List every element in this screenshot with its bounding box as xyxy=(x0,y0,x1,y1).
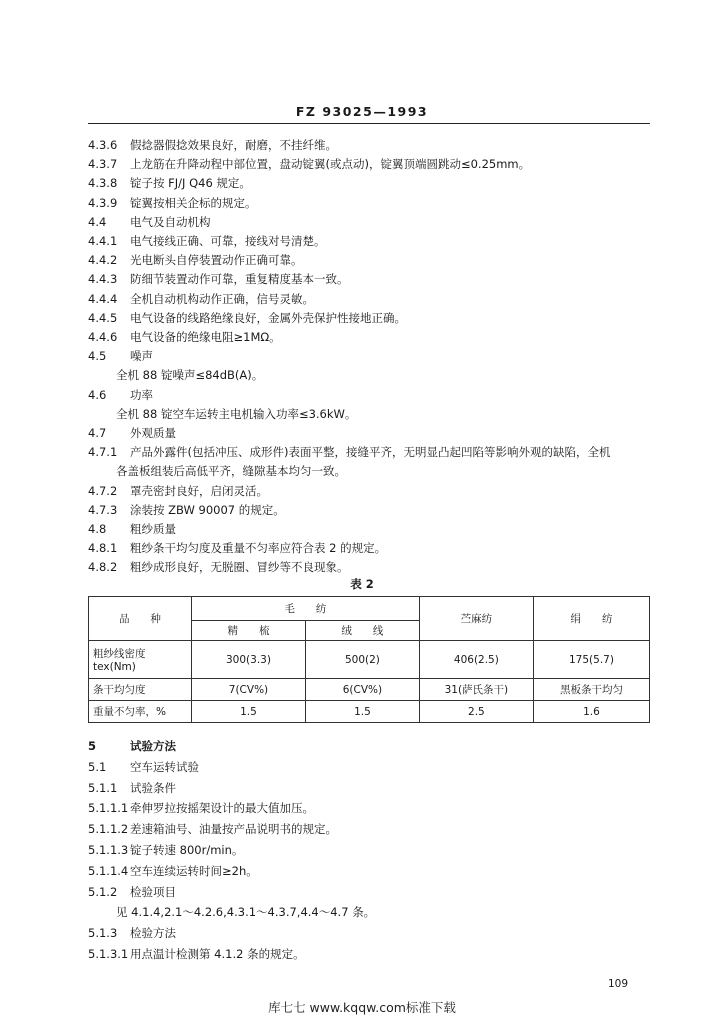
clause-number: 4.4.5 xyxy=(88,310,118,325)
clause-line xyxy=(88,484,652,498)
clause-number: 5.1 xyxy=(88,759,107,774)
clause-line xyxy=(88,311,652,325)
evenness-ramie: 31(萨氏条干) xyxy=(419,679,533,701)
weight-woolen: 1.5 xyxy=(306,701,420,723)
clause-line xyxy=(88,292,652,306)
document-code-header: FZ 93025—1993 xyxy=(295,104,429,119)
clause-text: 粗纱质量 xyxy=(130,522,176,536)
clause-line xyxy=(88,560,652,574)
clause-text: 涂装按 ZBW 90007 的规定。 xyxy=(130,502,285,517)
clause-text: 上龙筋在升降动程中部位置，盘动锭翼(或点动)，锭翼顶端圆跳动≤0.25mm。 xyxy=(130,157,531,172)
weight-silk: 1.6 xyxy=(533,701,649,723)
table-2 xyxy=(88,596,650,723)
clause-number: 4.4.2 xyxy=(88,253,118,268)
header-worsted: 精 梳 xyxy=(191,621,305,641)
clause-line xyxy=(88,138,652,152)
clause-text: 电气设备的线路绝缘良好，金属外壳保护性接地正确。 xyxy=(130,310,406,325)
clause-line xyxy=(88,760,652,774)
clause-text: 空车连续运转时间≥2h。 xyxy=(130,863,258,878)
clause-text: 见 4.1.4,2.1～4.2.6,4.3.1～4.3.7,4.4～4.7 条。 xyxy=(116,905,376,920)
clause-line xyxy=(88,781,652,795)
header-silk: 绢 纺 xyxy=(533,597,649,641)
header-ramie: 苎麻纺 xyxy=(419,597,533,641)
clause-number: 5.1.1 xyxy=(88,780,118,795)
clause-number: 5.1.1.1 xyxy=(88,801,129,816)
table-title: 表 2 xyxy=(350,577,374,591)
row-density-label xyxy=(89,641,192,679)
clause-text: 锭子转速 800r/min。 xyxy=(130,843,244,857)
watermark-footer: 库七七 www.kqqw.com标准下载 xyxy=(268,1000,456,1015)
density-label-line1: 粗纱线密度 xyxy=(93,648,146,660)
clause-text: 全机 88 锭噪声≤84dB(A)。 xyxy=(116,368,264,383)
clause-text: 全机 88 锭空车运转主电机输入功率≤3.6kW。 xyxy=(116,406,357,421)
clause-line xyxy=(88,445,652,459)
clause-text: 粗纱条干均匀度及重量不匀率应符合表 2 的规定。 xyxy=(130,541,387,556)
clause-number: 4.3.7 xyxy=(88,157,118,172)
clause-number: 4.8.2 xyxy=(88,560,118,575)
clause-text: 检验项目 xyxy=(130,884,176,899)
clause-number: 4.4.6 xyxy=(88,330,118,344)
clause-line xyxy=(88,157,652,171)
clause-line xyxy=(116,905,680,919)
clause-text: 差速箱油号、油量按产品说明书的规定。 xyxy=(130,822,337,837)
clause-number: 4.4 xyxy=(88,214,107,229)
clause-line xyxy=(88,947,652,961)
row-evenness-label: 条干均匀度 xyxy=(89,679,192,701)
clause-number: 4.3.9 xyxy=(88,195,118,210)
evenness-woolen: 6(CV%) xyxy=(306,679,420,701)
clause-line xyxy=(116,368,680,382)
header-woolen: 绒 线 xyxy=(306,621,420,641)
density-woolen: 500(2) xyxy=(306,641,420,679)
clause-text: 检验方法 xyxy=(130,926,176,941)
clause-line xyxy=(88,196,652,210)
clause-text: 全机自动机构动作正确，信号灵敏。 xyxy=(130,291,314,306)
clause-number: 5.1.3.1 xyxy=(88,947,129,961)
clause-number: 4.3.8 xyxy=(88,176,118,191)
clause-number: 5.1.1.3 xyxy=(88,843,129,857)
density-label-line2: tex(Nm) xyxy=(93,661,136,673)
density-silk: 175(5.7) xyxy=(533,641,649,679)
row-weight-label: 重量不匀率，% xyxy=(89,701,192,723)
clause-text: 各盖板组装后高低平齐，缝隙基本均匀一致。 xyxy=(116,464,346,479)
clause-number: 4.7.3 xyxy=(88,502,118,517)
clause-line xyxy=(116,407,680,421)
clause-number: 5.1.3 xyxy=(88,926,118,941)
clause-number: 4.8 xyxy=(88,522,107,536)
evenness-worsted: 7(CV%) xyxy=(191,679,305,701)
clause-line xyxy=(88,926,652,940)
clause-text: 噪声 xyxy=(130,349,153,364)
clause-line xyxy=(88,822,652,836)
clause-number: 4.3.6 xyxy=(88,138,118,152)
clause-text: 光电断头自停装置动作正确可靠。 xyxy=(130,253,303,268)
clause-number: 5.1.2 xyxy=(88,884,118,899)
clause-line xyxy=(88,272,652,286)
clause-line xyxy=(88,349,652,363)
density-worsted: 300(3.3) xyxy=(191,641,305,679)
clause-text: 试验条件 xyxy=(130,780,176,795)
clause-number: 5 xyxy=(88,739,97,753)
clause-text: 用点温计检测第 4.1.2 条的规定。 xyxy=(130,947,305,961)
header-wool: 毛 纺 xyxy=(191,597,419,621)
clause-number: 4.7.1 xyxy=(88,445,118,460)
clause-text: 外观质量 xyxy=(130,426,176,440)
clause-number: 4.4.3 xyxy=(88,272,118,287)
clause-line xyxy=(88,739,652,753)
clause-number: 4.7 xyxy=(88,426,107,440)
clause-line xyxy=(88,176,652,190)
clause-number: 4.8.1 xyxy=(88,541,118,556)
density-ramie: 406(2.5) xyxy=(419,641,533,679)
clause-line xyxy=(88,541,652,555)
clause-text: 罩壳密封良好，启闭灵活。 xyxy=(130,483,268,498)
clause-text: 产品外露件(包括冲压、成形件)表面平整，接缝平齐，无明显凸起凹陷等影响外观的缺陷，全机 xyxy=(130,445,611,460)
header-variety: 品 种 xyxy=(89,597,192,641)
clause-number: 4.4.4 xyxy=(88,291,118,306)
clause-number: 4.5 xyxy=(88,349,107,364)
page-number: 109 xyxy=(608,978,629,990)
clause-line xyxy=(88,843,652,857)
header-rule xyxy=(88,123,650,124)
clause-text: 空车运转试验 xyxy=(130,759,199,774)
clause-text: 电气及自动机构 xyxy=(130,214,211,229)
clause-line xyxy=(88,253,652,267)
clause-text: 锭子按 FJ/J Q46 规定。 xyxy=(130,176,251,191)
clause-text: 试验方法 xyxy=(130,739,176,753)
clause-text: 假捻器假捻效果良好，耐磨，不挂纤维。 xyxy=(130,138,337,152)
clause-text: 电气接线正确、可靠，接线对号清楚。 xyxy=(130,234,326,248)
clause-line xyxy=(88,503,652,517)
clause-line xyxy=(88,801,652,815)
evenness-silk: 黑板条干均匀 xyxy=(533,679,649,701)
clause-number: 4.7.2 xyxy=(88,483,118,498)
clause-number: 4.4.1 xyxy=(88,234,118,248)
weight-ramie: 2.5 xyxy=(419,701,533,723)
weight-worsted: 1.5 xyxy=(191,701,305,723)
clause-text: 粗纱成形良好，无脱圈、冒纱等不良现象。 xyxy=(130,560,349,575)
clause-text: 防细节装置动作可靠，重复精度基本一致。 xyxy=(130,272,349,287)
clause-text: 牵伸罗拉按摇架设计的最大值加压。 xyxy=(130,801,314,816)
clause-text: 电气设备的绝缘电阻≥1MΩ。 xyxy=(130,330,281,344)
clause-line xyxy=(88,426,652,440)
clause-text: 功率 xyxy=(130,387,153,402)
clause-line xyxy=(88,215,652,229)
clause-number: 5.1.1.4 xyxy=(88,863,129,878)
clause-line xyxy=(88,388,652,402)
clause-line xyxy=(116,464,680,478)
clause-text: 锭翼按相关企标的规定。 xyxy=(130,195,257,210)
clause-line xyxy=(88,234,652,248)
clause-line xyxy=(88,864,652,878)
clause-line xyxy=(88,885,652,899)
clause-line xyxy=(88,330,652,344)
clause-line xyxy=(88,522,652,536)
clause-number: 4.6 xyxy=(88,387,107,402)
clause-number: 5.1.1.2 xyxy=(88,822,129,837)
